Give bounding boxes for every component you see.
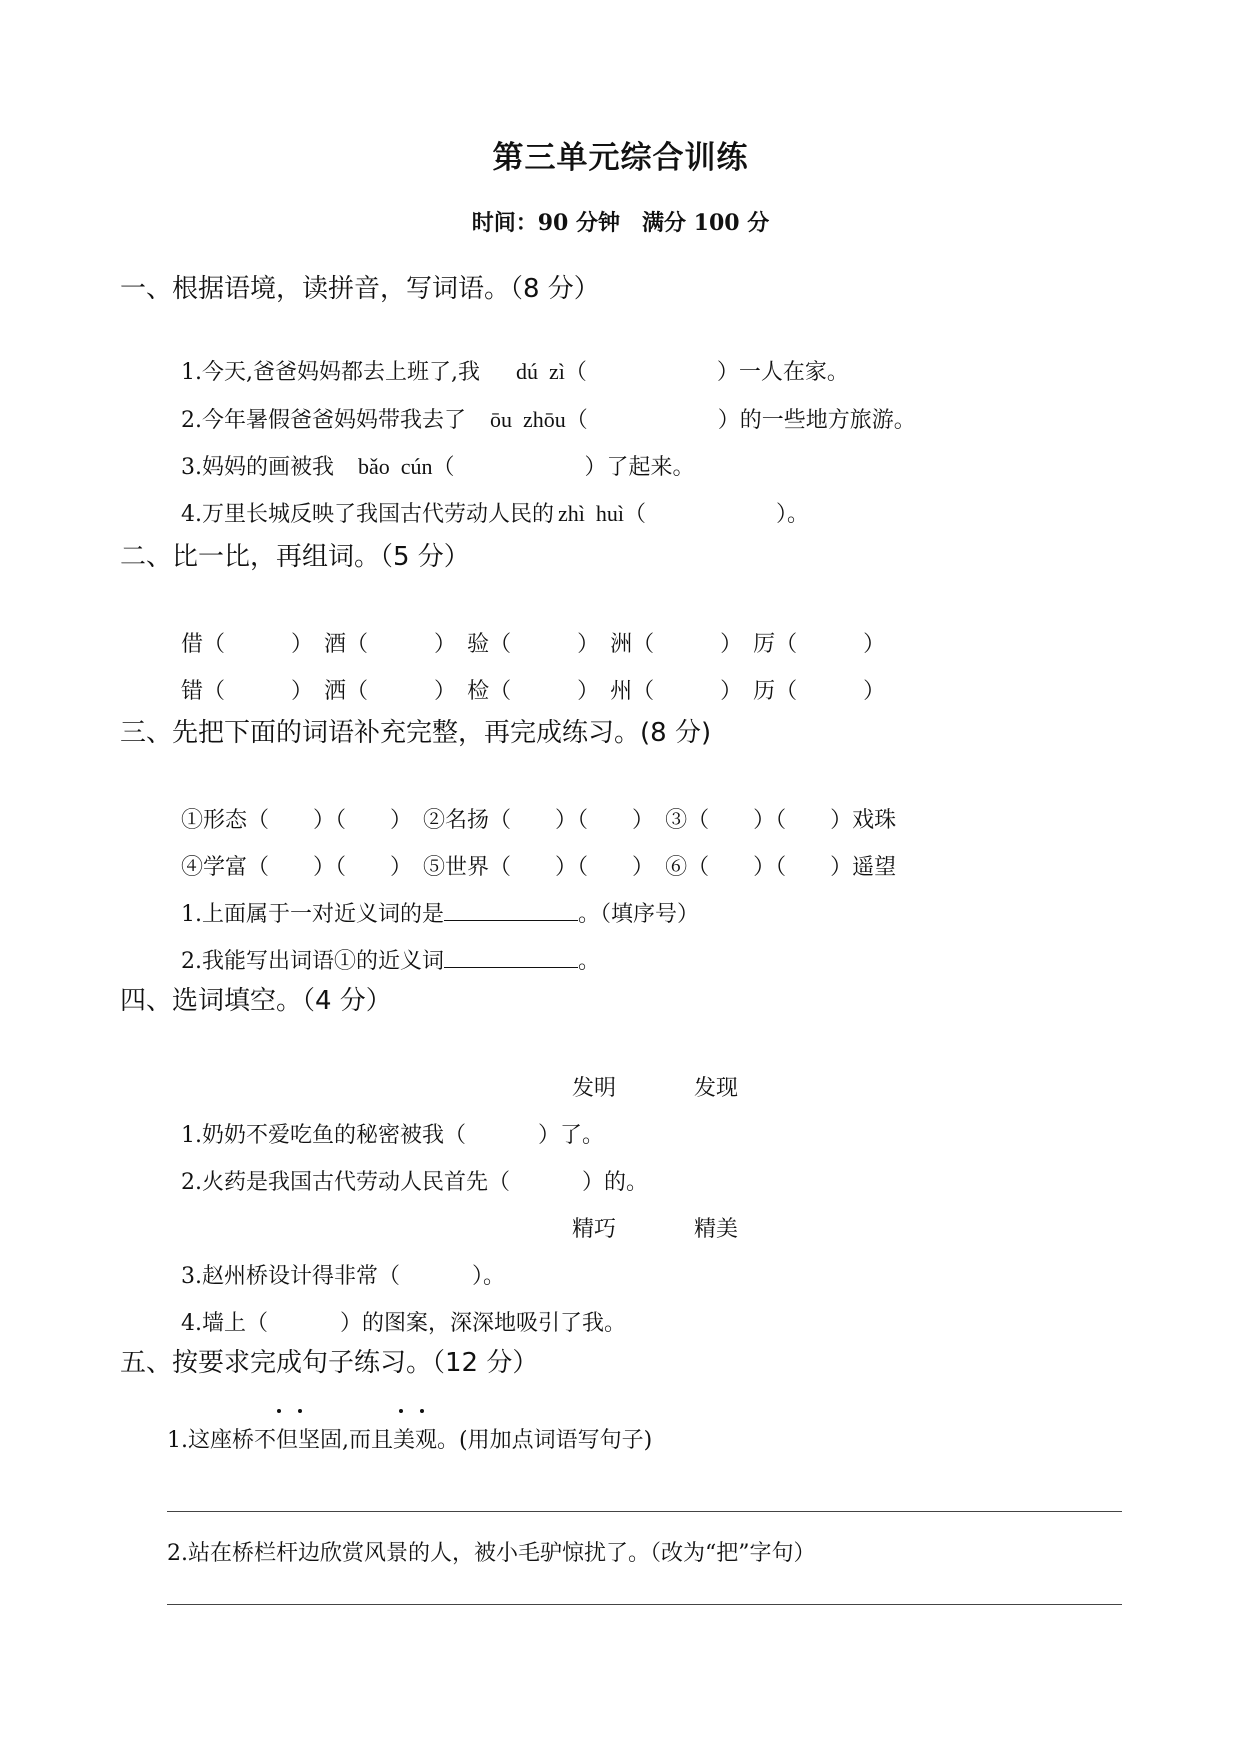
section-2-heading: 二、比一比，再组词。（5 分） bbox=[120, 542, 470, 572]
s5-question-1: 1.这座桥不但坚固,而且美观。(用加点词语写句子) bbox=[167, 1428, 653, 1453]
answer-blank[interactable] bbox=[444, 898, 578, 921]
emphasis-dot bbox=[277, 1409, 281, 1413]
idiom-row-2: ④学富（ ）（ ） ⑤世界（ ）（ ） ⑥（ ）（ ）遥望 bbox=[181, 855, 897, 880]
section-3-heading: 三、先把下面的词语补充完整，再完成练习。(8 分) bbox=[120, 718, 712, 748]
s4-question-3: 3.赵州桥设计得非常（ ）。 bbox=[181, 1264, 506, 1289]
pinyin: zhì huì bbox=[558, 501, 624, 526]
s1-question-4: 4.万里长城反映了我国古代劳动人民的 zhì huì（ ）。 bbox=[181, 501, 810, 527]
section-5-heading: 五、按要求完成句子练习。（12 分） bbox=[120, 1348, 539, 1378]
emphasis-dot bbox=[420, 1409, 424, 1413]
pinyin: ōu zhōu bbox=[490, 407, 566, 432]
exam-meta: 时间：90 分钟 满分 100 分 bbox=[471, 210, 770, 236]
emphasis-dot bbox=[298, 1409, 302, 1413]
s4-question-4: 4.墙上（ ）的图案，深深地吸引了我。 bbox=[181, 1311, 627, 1336]
answer-blank[interactable] bbox=[444, 945, 578, 968]
s3-question-2: 2.我能写出词语①的近义词 。 bbox=[167, 919, 600, 975]
s1-question-2: 2.今年暑假爸爸妈妈带我去了 ōu zhōu（ ）的一些地方旅游。 bbox=[181, 407, 916, 433]
word-choice-2: 精巧 精美 bbox=[572, 1217, 739, 1242]
compare-row-2: 错（ ） 洒（ ） 检（ ） 州（ ） 历（ ） bbox=[181, 679, 886, 704]
word-choice-1: 发明 发现 bbox=[572, 1076, 739, 1101]
s3-question-1: 1.上面属于一对近义词的是 。（填序号） bbox=[167, 872, 699, 928]
compare-row-1: 借（ ） 酒（ ） 验（ ） 洲（ ） 厉（ ） bbox=[181, 632, 886, 657]
pinyin: dú zì bbox=[515, 359, 565, 384]
section-4-heading: 四、选词填空。（4 分） bbox=[120, 986, 392, 1016]
answer-line[interactable] bbox=[167, 1511, 1122, 1512]
s1-question-3: 3.妈妈的画被我 bǎo cún（ ）了起来。 bbox=[181, 454, 695, 480]
idiom-row-1: ①形态（ ）（ ） ②名扬（ ）（ ） ③（ ）（ ）戏珠 bbox=[181, 808, 897, 833]
page-title: 第三单元综合训练 bbox=[492, 140, 749, 176]
answer-line[interactable] bbox=[167, 1604, 1122, 1605]
s4-question-2: 2.火药是我国古代劳动人民首先（ ）的。 bbox=[181, 1170, 649, 1195]
s4-question-1: 1.奶奶不爱吃鱼的秘密被我（ ）了。 bbox=[181, 1123, 605, 1148]
s5-question-2: 2.站在桥栏杆边欣赏风景的人，被小毛驴惊扰了。（改为“把”字句） bbox=[167, 1541, 816, 1566]
section-1-heading: 一、根据语境，读拼音，写词语。（8 分） bbox=[120, 274, 600, 304]
s1-question-1: 1.今天,爸爸妈妈都去上班了,我 dú zì（ ）一人在家。 bbox=[181, 359, 849, 385]
pinyin: bǎo cún bbox=[358, 454, 433, 479]
emphasis-dot bbox=[399, 1409, 403, 1413]
